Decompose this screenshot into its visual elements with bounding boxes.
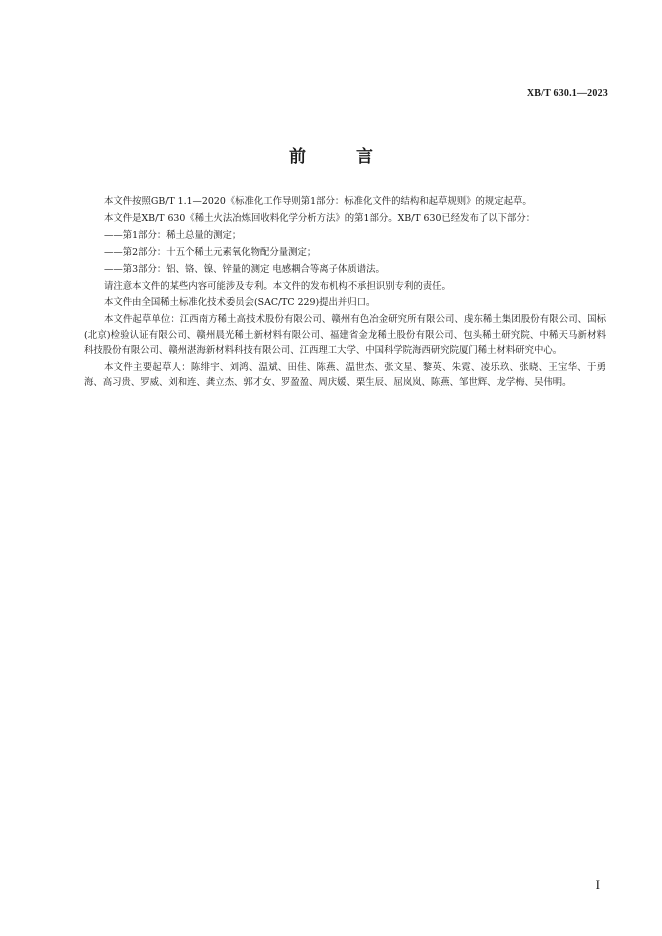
page-number: I xyxy=(595,877,600,892)
list-item-part-1: ——第1部分：稀土总量的测定； xyxy=(104,229,242,241)
paragraph-patent-notice: 请注意本文件的某些内容可能涉及专利。本文件的发布机构不承担识别专利的责任。 xyxy=(104,280,451,292)
list-item-part-3: ——第3部分：铝、铬、镍、锌量的测定 电感耦合等离子体质谱法。 xyxy=(104,263,385,275)
page-title: 前 言 xyxy=(289,147,395,167)
paragraph-series-intro: 本文件是XB/T 630《稀土火法冶炼回收料化学分析方法》的第1部分。XB/T 630已经发布了以下部分： xyxy=(104,212,536,224)
paragraph-proposer: 本文件由全国稀土标准化技术委员会(SAC/TC 229)提出并归口。 xyxy=(104,297,376,309)
foreword-body xyxy=(84,194,606,392)
paragraph-drafting-units: 本文件起草单位：江西南方稀土高技术股份有限公司、赣州有色冶金研究所有限公司、虔东稀土集团股份有限公司、国标(北京)检验认证有限公司、赣州晨光稀土新材料有限公司、福建省金龙稀土股份有限公司、包头稀土研究院、中稀天马新材料科技股份有限公司、赣州湛海新材料科技有限公司、江西理工大学、中国科学院海西研究院厦门稀土材料研究中心。 xyxy=(84,314,606,357)
document-code: XB/T 630.1—2023 xyxy=(526,88,608,99)
paragraph-drafters: 本文件主要起草人：陈绯宇、刘鸿、温斌、田佳、陈燕、温世杰、张文星、黎英、朱霓、凌乐玖、张晓、王宝华、于勇海、高习贵、罗威、刘和连、龚立杰、郭才女、罗盈盈、周庆媛、栗生辰、屈岚岚、陈燕、邹世辉、龙学梅、吴伟明。 xyxy=(84,362,606,389)
paragraph-drafting-rules: 本文件按照GB/T 1.1—2020《标准化工作导则第1部分：标准化文件的结构和起草规则》的规定起草。 xyxy=(104,196,532,207)
list-item-part-2: ——第2部分：十五个稀土元素氧化物配分量测定； xyxy=(104,246,317,258)
